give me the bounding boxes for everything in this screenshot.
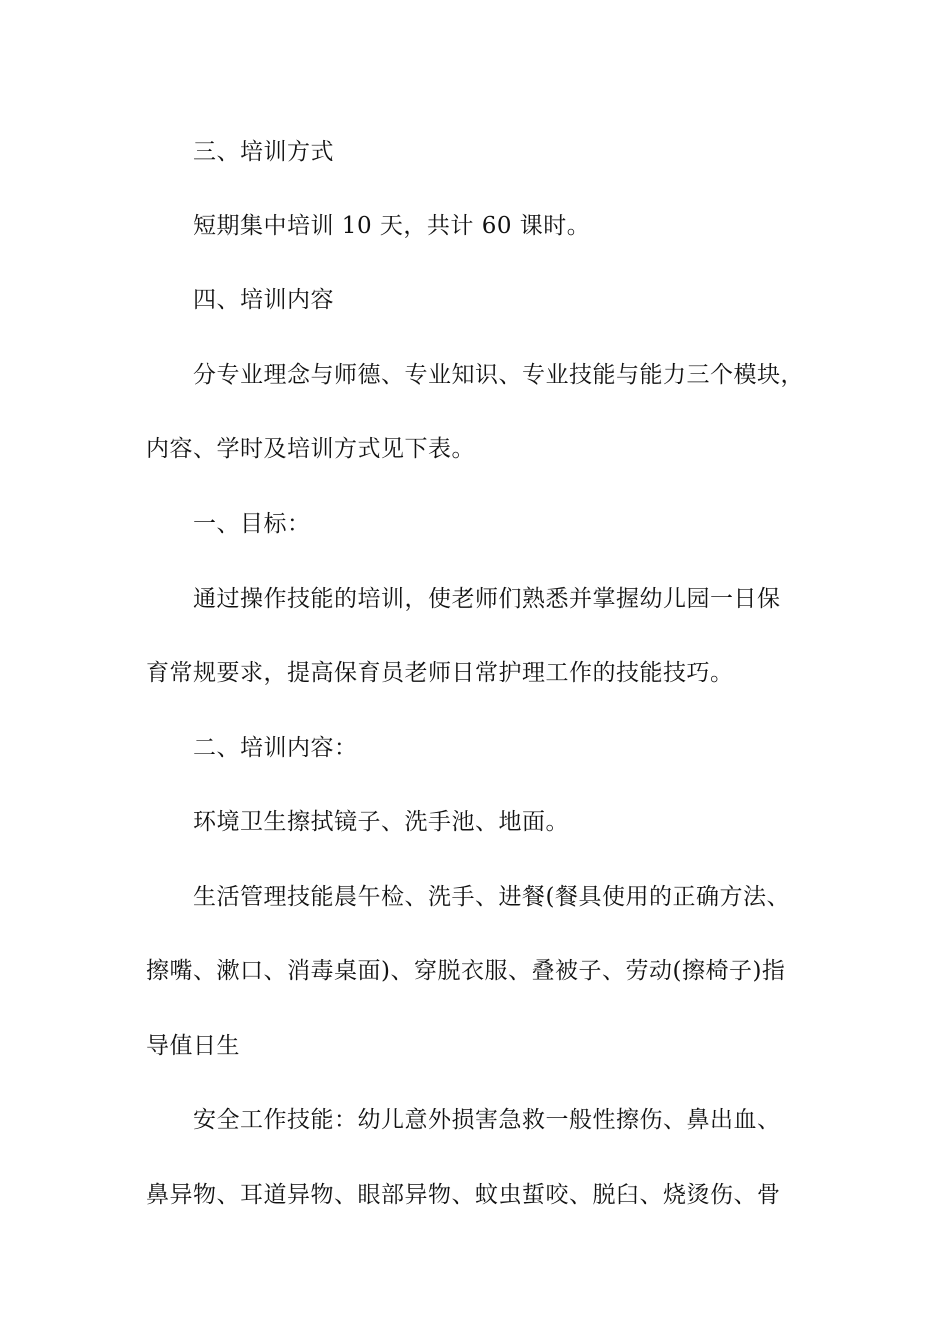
section-heading-training-content-2: 二、培训内容： (193, 735, 358, 761)
section-heading-training-content: 四、培训内容 (193, 287, 334, 313)
paragraph-line: 内容、学时及培训方式见下表。 (146, 436, 475, 462)
paragraph-line: 导值日生 (146, 1033, 240, 1059)
paragraph-line: 生活管理技能晨午检、洗手、进餐(餐具使用的正确方法、 (193, 884, 790, 910)
paragraph-line: 安全工作技能：幼儿意外损害急救一般性擦伤、鼻出血、 (193, 1107, 781, 1133)
paragraph-line: 擦嘴、漱口、消毒桌面)、穿脱衣服、叠被子、劳动(擦椅子)指 (146, 958, 786, 984)
paragraph-line: 鼻异物、耳道异物、眼部异物、蚊虫蜇咬、脱臼、烧烫伤、骨 (146, 1182, 781, 1208)
paragraph-line: 分专业理念与师德、专业知识、专业技能与能力三个模块， (193, 362, 804, 388)
section-heading-training-method: 三、培训方式 (193, 139, 334, 165)
section-heading-goal: 一、目标： (193, 511, 311, 537)
paragraph-line: 短期集中培训 10 天，共计 60 课时。 (193, 213, 591, 239)
paragraph-line: 环境卫生擦拭镜子、洗手池、地面。 (193, 809, 569, 835)
paragraph-line: 通过操作技能的培训，使老师们熟悉并掌握幼儿园一日保 (193, 586, 781, 612)
paragraph-line: 育常规要求，提高保育员老师日常护理工作的技能技巧。 (146, 660, 734, 686)
